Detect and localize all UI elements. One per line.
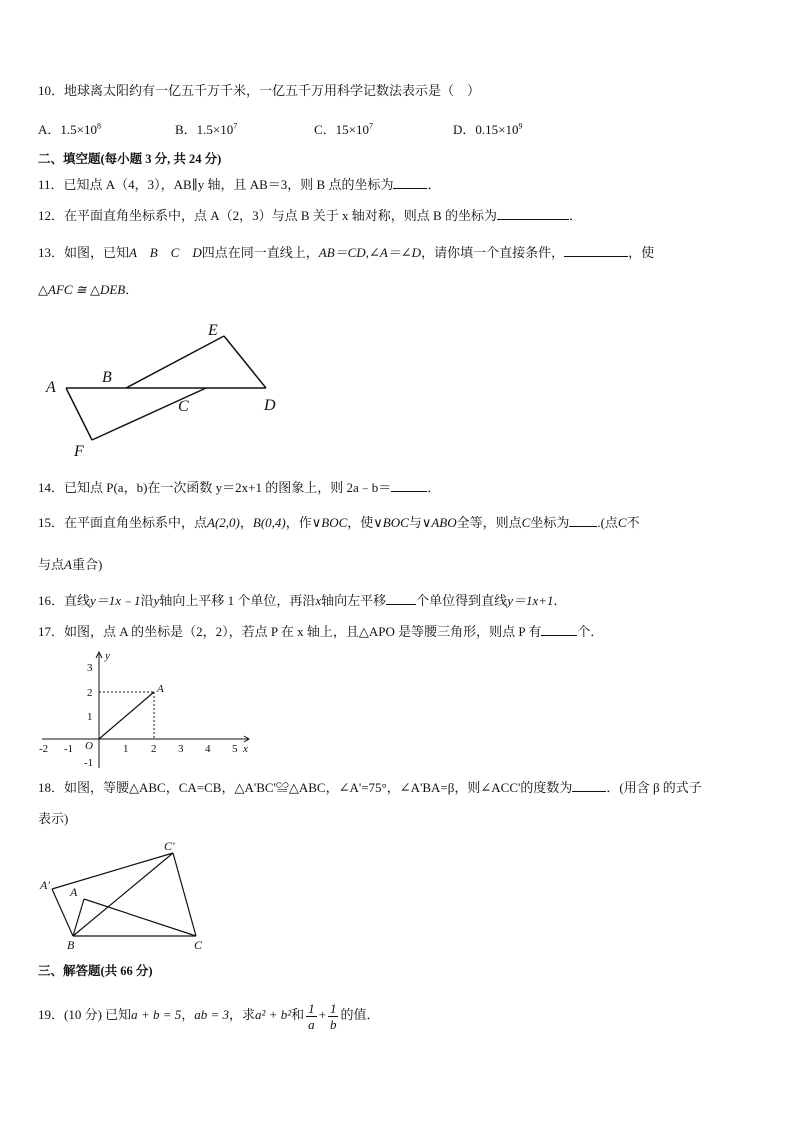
q11-answer-blank[interactable] (393, 176, 427, 189)
q14: 14．已知点 P(a，b)在一次函数 y＝2x+1 的图象上，则 2a﹣b＝ ． (38, 480, 441, 495)
q15-answer-blank[interactable] (569, 514, 597, 527)
fraction-1-over-a: $\frac{1}{a}$ (308, 1000, 315, 1032)
q19: 19．(10 分) 已知a + b = 5，ab = 3，求a² + b²和 $\frac{1}{a}$ + $\frac{1}{b}$ 的值． (38, 1000, 380, 1032)
q15: 15．在平面直角坐标系中，点A(2,0)，B(0,4)，作∨BOC，使∨BOC与∨ABO全等，则点C坐标为 .(点C不 (38, 515, 640, 530)
label-c: C (178, 398, 189, 415)
x-axis-label: x (243, 743, 248, 755)
y-tick-1: 1 (87, 711, 93, 723)
q14-answer-blank[interactable] (391, 479, 427, 492)
label-c: C (194, 938, 203, 952)
x-tick-neg2: -2 (39, 743, 49, 755)
label-c-prime: C' (164, 839, 175, 853)
x-tick-4: 4 (205, 743, 211, 755)
label-b: B (102, 369, 112, 386)
q17-graph (36, 648, 256, 772)
q13-line2: △AFC ≅ △DEB． (38, 282, 139, 297)
q10-option-c: C．$15\times 10^7$ (314, 121, 374, 137)
q18-answer-blank[interactable] (572, 779, 606, 792)
origin-label: O (85, 740, 93, 752)
label-a: A (46, 379, 56, 396)
y-axis-label: y (105, 650, 110, 662)
q16: 16．直线y＝1x﹣1沿y轴向上平移 1 个单位，再沿x轴向左平移 个单位得到直线y＝1x+1． (38, 593, 567, 608)
q18: 18．如图，等腰△ABC，CA=CB，△A'BC'≌△ABC，∠A'=75°，∠A'BA=β，则∠ACC'的度数为 ．(用含 β 的式子 (38, 780, 702, 795)
label-d: D (264, 397, 276, 414)
label-f: F (74, 443, 84, 460)
section-title-fill-in: 二、填空题(每小题 3 分, 共 24 分) (38, 152, 222, 166)
q10-option-a: A．$1.5\times 10^8$ (38, 121, 101, 137)
q17-answer-blank[interactable] (541, 623, 577, 636)
label-a: A (70, 885, 78, 899)
q13-figure (40, 318, 290, 460)
segment-c1-c (173, 853, 196, 936)
label-e: E (208, 322, 218, 339)
q10-option-b: B．$1.5\times 10^7$ (175, 121, 238, 137)
point-a-label: A (157, 683, 164, 695)
y-tick-3: 3 (87, 662, 93, 674)
segment-ac (84, 899, 196, 936)
q18-figure (36, 836, 216, 954)
fraction-1-over-b: $\frac{1}{b}$ (329, 1000, 337, 1032)
x-tick-5: 5 (232, 743, 238, 755)
segment-oa (99, 692, 154, 739)
segment-ab (73, 899, 84, 936)
q13-answer-blank[interactable] (564, 244, 628, 257)
q18-line2: 表示) (38, 811, 69, 826)
label-b: B (67, 938, 75, 952)
y-tick-2: 2 (87, 687, 93, 699)
q10-stem: 10．地球离太阳约有一亿五千万千米，一亿五千万用科学记数法表示是（ ） (38, 83, 481, 98)
label-a-prime: A' (40, 878, 50, 892)
segment-ed (224, 336, 266, 388)
q13: 13．如图，已知A B C D四点在同一直线上，AB＝CD,∠A＝∠D，请你填一个直接条件， ，使 (38, 245, 655, 260)
x-tick-1: 1 (123, 743, 129, 755)
x-tick-neg1: -1 (64, 743, 74, 755)
segment-af (66, 388, 92, 440)
q12: 12．在平面直角坐标系中，点 A（2，3）与点 B 关于 x 轴对称，则点 B 的坐标为 ． (38, 208, 582, 223)
segment-fc (92, 388, 206, 440)
q10-option-d: D．$0.15\times 10^9$ (453, 121, 523, 137)
q12-answer-blank[interactable] (497, 207, 569, 220)
x-tick-3: 3 (178, 743, 184, 755)
q15-line2: 与点A重合) (38, 557, 103, 572)
q11: 11．已知点 A（4，3），AB∥y 轴，且 AB＝3，则 B 点的坐标为 ． (38, 177, 441, 192)
y-tick-neg1: -1 (84, 757, 94, 769)
segment-a1-c1 (52, 853, 173, 889)
q17: 17．如图，点 A 的坐标是（2，2），若点 P 在 x 轴上，且△APO 是等腰三角形，则点 P 有 个． (38, 624, 604, 639)
x-tick-2: 2 (151, 743, 157, 755)
segment-be (126, 336, 224, 388)
section-title-solutions: 三、解答题(共 66 分) (38, 964, 153, 978)
q16-answer-blank[interactable] (386, 592, 416, 605)
